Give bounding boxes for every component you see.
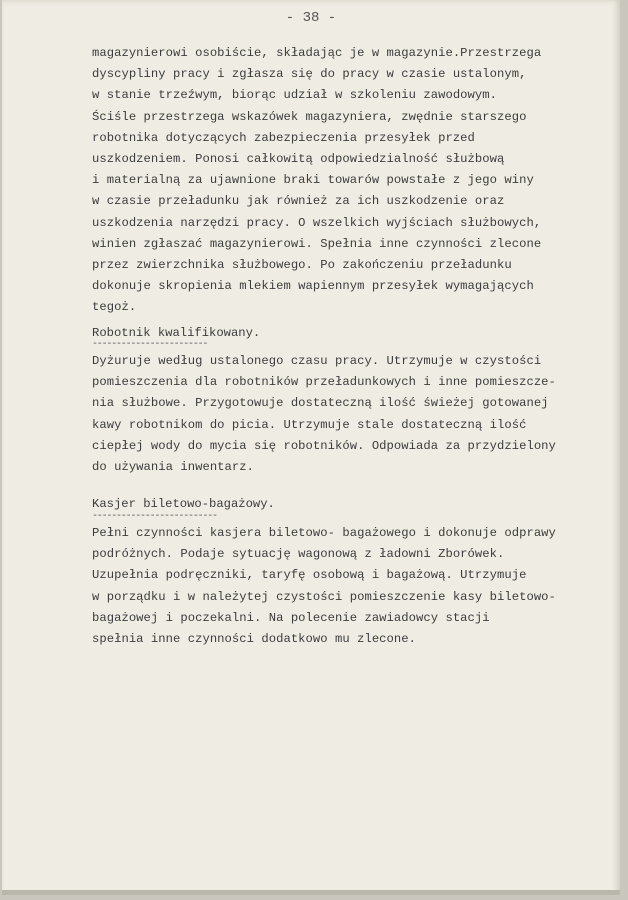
text-line: nia służbowe. Przygotowuje dostateczną ilość świeżej gotowanej [92,396,549,411]
text-line: robotnika dotyczących zabezpieczenia przesyłek przed [92,130,475,145]
text-line: tegoż. [92,300,137,315]
text-line: dokonuje skropienia mlekiem wapiennym przesyłek wymagających [92,279,534,294]
text-line: magazynierowi osobiście, składając je w magazynie.Przestrzega [92,46,542,60]
page-number: - 38 - [285,10,337,26]
text-line: dyscypliny pracy i zgłasza się do pracy w czasie ustalonym, [92,67,527,82]
section-heading-kasjer: Kasjer biletowo-bagażowy. [92,497,275,511]
text-line: pomieszczenia dla robotników przeładunkowych i inne pomieszcze- [92,375,556,390]
document-page [2,0,620,895]
text-line: Dyżuruje według ustalonego czasu pracy. Utrzymuje w czystości [92,354,542,368]
text-line: Pełni czynności kasjera biletowo- bagażowego i dokonuje odprawy [92,526,556,540]
text-line: do używania inwentarz. [92,460,255,475]
paragraph-kasjer [92,523,612,650]
section-underline: -------------------------- [92,511,217,522]
section-heading-robotnik: Robotnik kwalifikowany. [92,326,261,340]
text-line: w porządku i w należytej czystości pomieszczenie kasy biletowo- [92,589,556,604]
text-line: ciepłej wody do mycia się robotników. Odpowiada za przydzielony [92,438,556,453]
paragraph-magazyn [92,43,612,319]
text-line: w czasie przeładunku jak również za ich uszkodzenie oraz [92,194,505,209]
text-line: bagażowej i poczekalni. Na polecenie zawiadowcy stacji [92,610,490,625]
paragraph-robotnik [92,351,612,478]
text-line: w stanie trzeźwym, biorąc udział w szkoleniu zawodowym. [92,88,498,103]
text-line: przez zwierzchnika służbowego. Po zakończeniu przeładunku [92,258,512,273]
text-line: Ściśle przestrzega wskazówek magazyniera, zwędnie starszego [92,109,527,124]
text-line: Uzupełnia podręczniki, taryfę osobową i bagażową. Utrzymuje [92,568,527,583]
section-underline: ------------------------ [92,339,208,350]
text-line: i materialną za ujawnione braki towarów powstałe z jego winy [92,173,534,188]
text-line: uszkodzeniem. Ponosi całkowitą odpowiedzialność służbową [92,152,505,167]
text-line: podróżnych. Podaje sytuację wagonową z ładowni Zborówek. [92,547,505,562]
text-line: spełnia inne czynności dodatkowo mu zlecone. [92,632,417,647]
text-line: uszkodzenia narzędzi pracy. O wszelkich wyjściach służbowych, [92,215,542,230]
text-line: winien zgłaszać magazynierowi. Spełnia inne czynności zlecone [92,236,542,251]
text-line: kawy robotnikom do picia. Utrzymuje stale dostateczną ilość [92,417,527,432]
page-edge [2,890,620,895]
